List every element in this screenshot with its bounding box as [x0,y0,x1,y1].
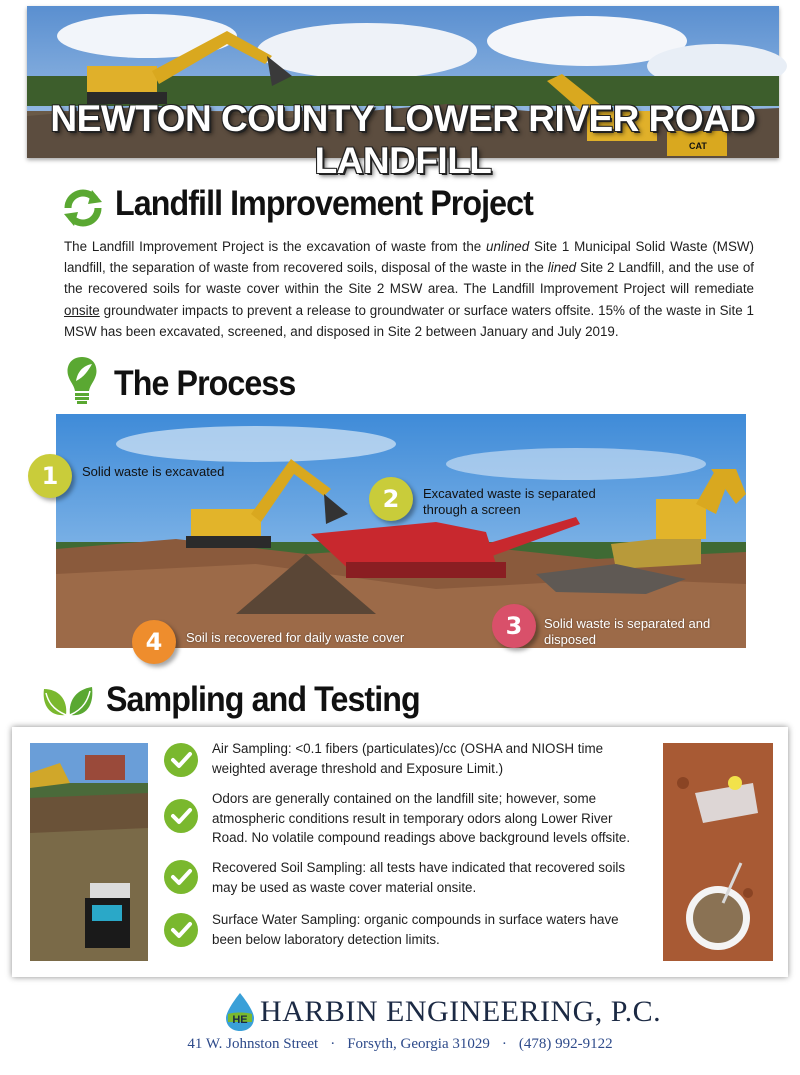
soil-sample-photo [663,743,773,961]
intro-paragraph: The Landfill Improvement Project is the excavation of waste from the unlined Site 1 Municipal Solid Waste (MSW) landfill, the separation of waste from recovered soils, disposal of the waste in the lined Site 2 Landfill, and the use of the recovered soils for waste cover within the Site 2 MSW area. The Landfill Improvement Project will remediate onsite groundwater impacts to prevent a release to groundwater or surface waters offsite. 15% of the waste in Site 1 MSW has been excavated, screened, and disposed in Site 2 between January and July 2019. [64,239,755,339]
page-title: NEWTON COUNTY LOWER RIVER ROAD LANDFILL [50,98,756,181]
company-address: 41 W. Johnston Street · Forsyth, Georgia 31029 · (478) 992-9122 [187,1036,613,1052]
harbin-logo-icon [224,992,256,1032]
step-1-label: Solid waste is excavated [82,464,225,479]
step-2-label: Excavated waste is separated through a screen [423,486,596,517]
step-1-badge: 1 [28,454,72,498]
two-leaves-icon [40,683,96,719]
sampling-item-soil: Recovered Soil Sampling: all tests have indicated that recovered soils may be used as waste cover material onsite. [212,860,626,895]
step-4-badge: 4 [132,620,176,664]
sampling-item-odors: Odors are generally contained on the landfill site; however, some atmospheric conditions result in temporary odors along Lower River Road. No volatile compound readings above background levels offsite. [212,791,631,845]
sampling-item-air: Air Sampling: <0.1 fibers (particulates)/cc (OSHA and NIOSH time weighted average threshold and Exposure Limit.) [212,741,604,776]
section-heading-improvement: Landfill Improvement Project [115,184,533,223]
cat-logo: CAT [689,141,707,151]
section-heading-sampling: Sampling and Testing [106,680,420,719]
field-sampling-photo [30,743,148,961]
checkmark-icon [164,913,198,947]
company-name: HARBIN ENGINEERING, P.C. [260,995,662,1028]
sampling-panel [12,727,788,977]
logo-initials: HE [232,1014,248,1026]
section-heading-process: The Process [114,364,296,403]
step-3-badge: 3 [492,604,536,648]
process-scene [56,414,746,648]
lightbulb-leaf-icon [64,355,100,405]
header-banner [27,6,779,181]
checkmark-icon [164,860,198,894]
checkmark-icon [164,743,198,777]
step-4-label: Soil is recovered for daily waste cover [186,630,405,645]
process-photo [41,414,746,656]
checkmark-icon [164,799,198,833]
step-2-badge: 2 [369,477,413,521]
recycle-arrows-icon [62,188,104,228]
step-3-label: Solid waste is separated and disposed [544,616,711,647]
sampling-item-water: Surface Water Sampling: organic compounds in surface waters have been below laboratory detection limits. [212,912,619,947]
